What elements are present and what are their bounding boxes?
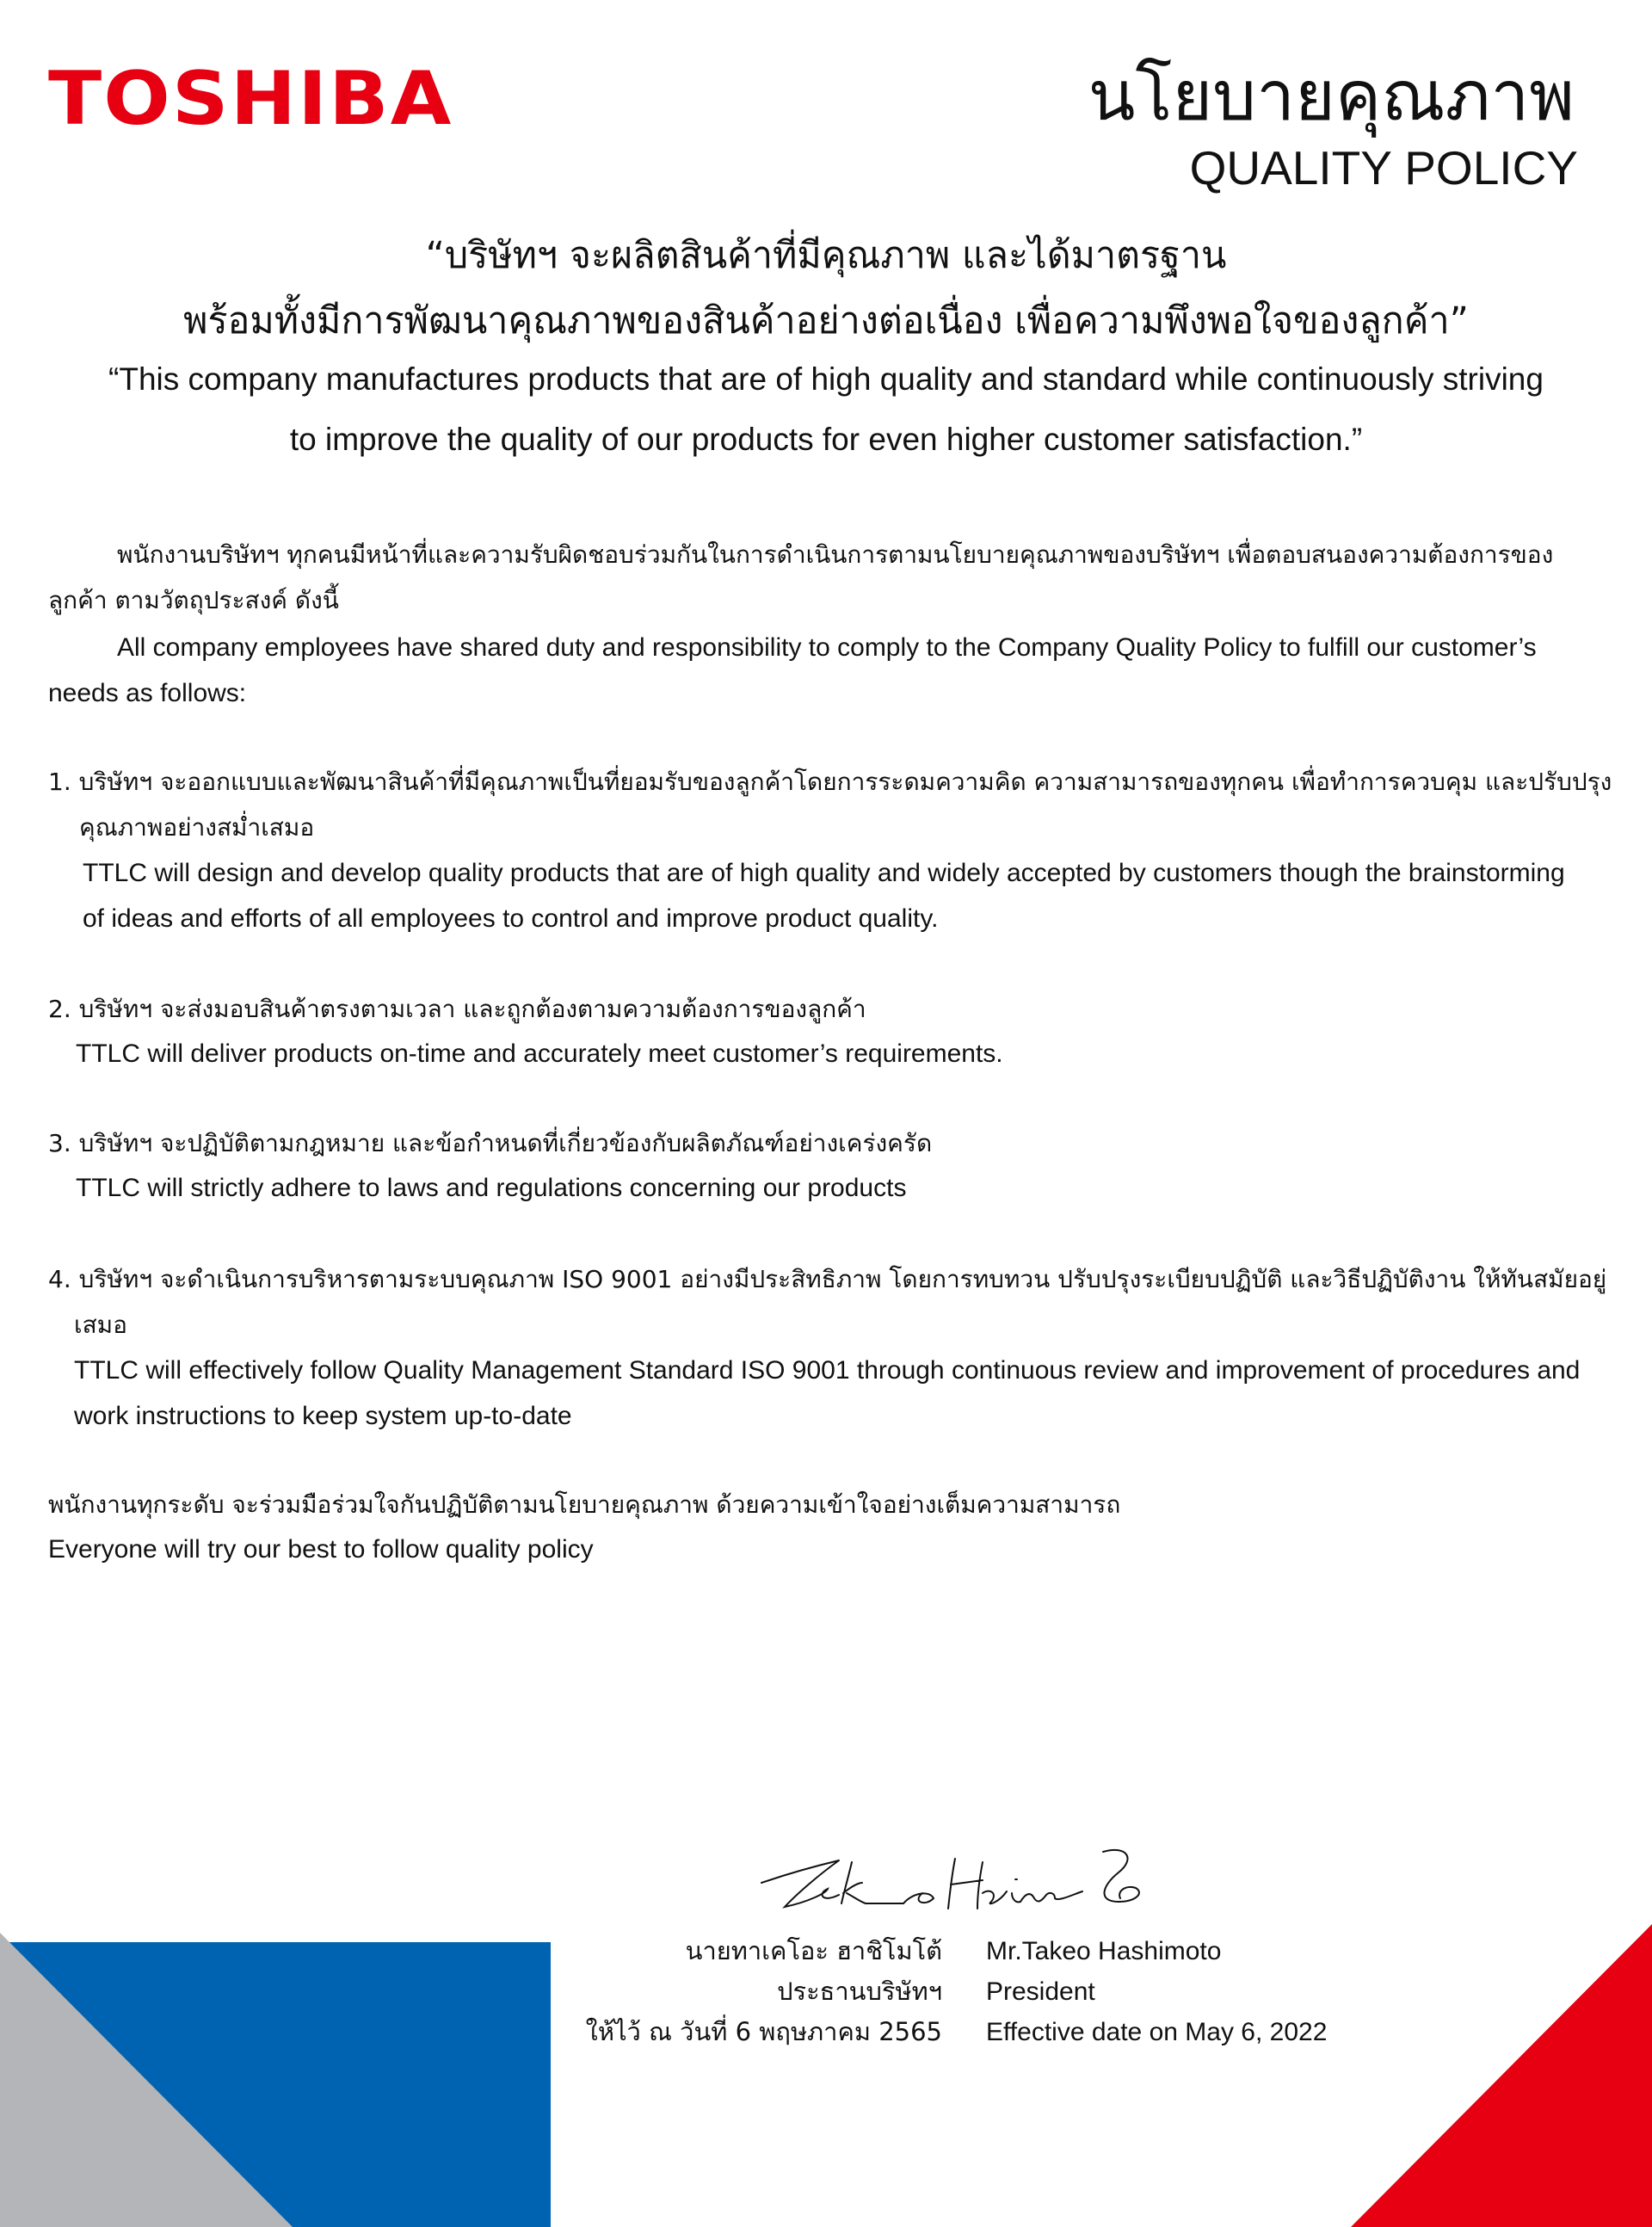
policy-item-3-english: TTLC will strictly adhere to laws and regulations concerning our products bbox=[76, 1174, 907, 1202]
policy-item-4-thai: 4. บริษัทฯ จะดำเนินการบริหารตามระบบคุณภาพ ISO 9001 อย่างมีประสิทธิภาพ โดยการทบทวน ปรับปรุงระเบียบปฏิบัติ และวิธีปฏิบัติงาน ให้ทันสมัยอยู่เสมอ bbox=[48, 1265, 1607, 1339]
page-title-english: QUALITY POLICY bbox=[1189, 141, 1578, 194]
president-title-english: President bbox=[986, 1977, 1095, 2006]
president-signature bbox=[757, 1841, 1170, 1910]
closing-thai: พนักงานทุกระดับ จะร่วมมือร่วมใจกันปฏิบัติตามนโยบายคุณภาพ ด้วยความเข้าใจอย่างเต็มความสามารถ bbox=[48, 1490, 1121, 1519]
president-name-english: Mr.Takeo Hashimoto bbox=[986, 1937, 1222, 1965]
effective-date-thai: ให้ไว้ ณ วันที่ 6 พฤษภาคม 2565 bbox=[585, 2017, 942, 2046]
effective-date-english: Effective date on May 6, 2022 bbox=[986, 2018, 1328, 2046]
closing-english: Everyone will try our best to follow quality policy bbox=[48, 1535, 594, 1564]
policy-item-2-english: TTLC will deliver products on-time and accurately meet customer’s requirements. bbox=[76, 1039, 1003, 1068]
policy-statement-english-line-1: “This company manufactures products that are of high quality and standard while continuously striving bbox=[108, 361, 1544, 397]
intro-english: All company employees have shared duty and responsibility to comply to the Company Quality Policy to fulfill our customer’s needs as follows: bbox=[48, 633, 1537, 707]
policy-item-4-english: TTLC will effectively follow Quality Management Standard ISO 9001 through continuous review and improvement of procedures and work instructions to keep system up-to-date bbox=[74, 1356, 1581, 1430]
policy-item-1-english: TTLC will design and develop quality products that are of high quality and widely accepted by customers though the brainstorming of ideas and efforts of all employees to control and improve product quality. bbox=[83, 859, 1565, 933]
president-name-thai: นายทาเคโอะ ฮาชิโมโต้ bbox=[685, 1936, 942, 1965]
policy-item-1-thai: 1. บริษัทฯ จะออกแบบและพัฒนาสินค้าที่มีคุณภาพเป็นที่ยอมรับของลูกค้าโดยการระดมความคิด ความสามารถของทุกคน เพื่อทำการควบคุม และปรับปรุงคุณภาพอย่างสม่ำเสมอ bbox=[48, 768, 1612, 842]
intro-thai: พนักงานบริษัทฯ ทุกคนมีหน้าที่และความรับผิดชอบร่วมกันในการดำเนินการตามนโยบายคุณภาพของบริษัทฯ เพื่อตอบสนองความต้องการของลูกค้า ตามวัตถุประสงค์ ดังนี้ bbox=[48, 540, 1554, 614]
toshiba-logo: TOSHIBA bbox=[48, 56, 453, 142]
president-title-thai: ประธานบริษัทฯ bbox=[777, 1977, 942, 2006]
policy-item-3-thai: 3. บริษัทฯ จะปฏิบัติตามกฎหมาย และข้อกำหนดที่เกี่ยวข้องกับผลิตภัณฑ์อย่างเคร่งครัด bbox=[48, 1129, 933, 1157]
page-title-thai: นโยบายคุณภาพ bbox=[1088, 56, 1575, 136]
policy-item-2-thai: 2. บริษัทฯ จะส่งมอบสินค้าตรงตามเวลา และถูกต้องตามความต้องการของลูกค้า bbox=[48, 995, 866, 1023]
policy-statement-thai-line-1: “บริษัทฯ จะผลิตสินค้าที่มีคุณภาพ และได้มาตรฐาน bbox=[425, 234, 1227, 277]
policy-statement-thai-line-2: พร้อมทั้งมีการพัฒนาคุณภาพของสินค้าอย่างต่อเนื่อง เพื่อความพึงพอใจของลูกค้า” bbox=[183, 299, 1469, 342]
policy-statement-english-line-2: to improve the quality of our products for even higher customer satisfaction.” bbox=[289, 422, 1363, 457]
